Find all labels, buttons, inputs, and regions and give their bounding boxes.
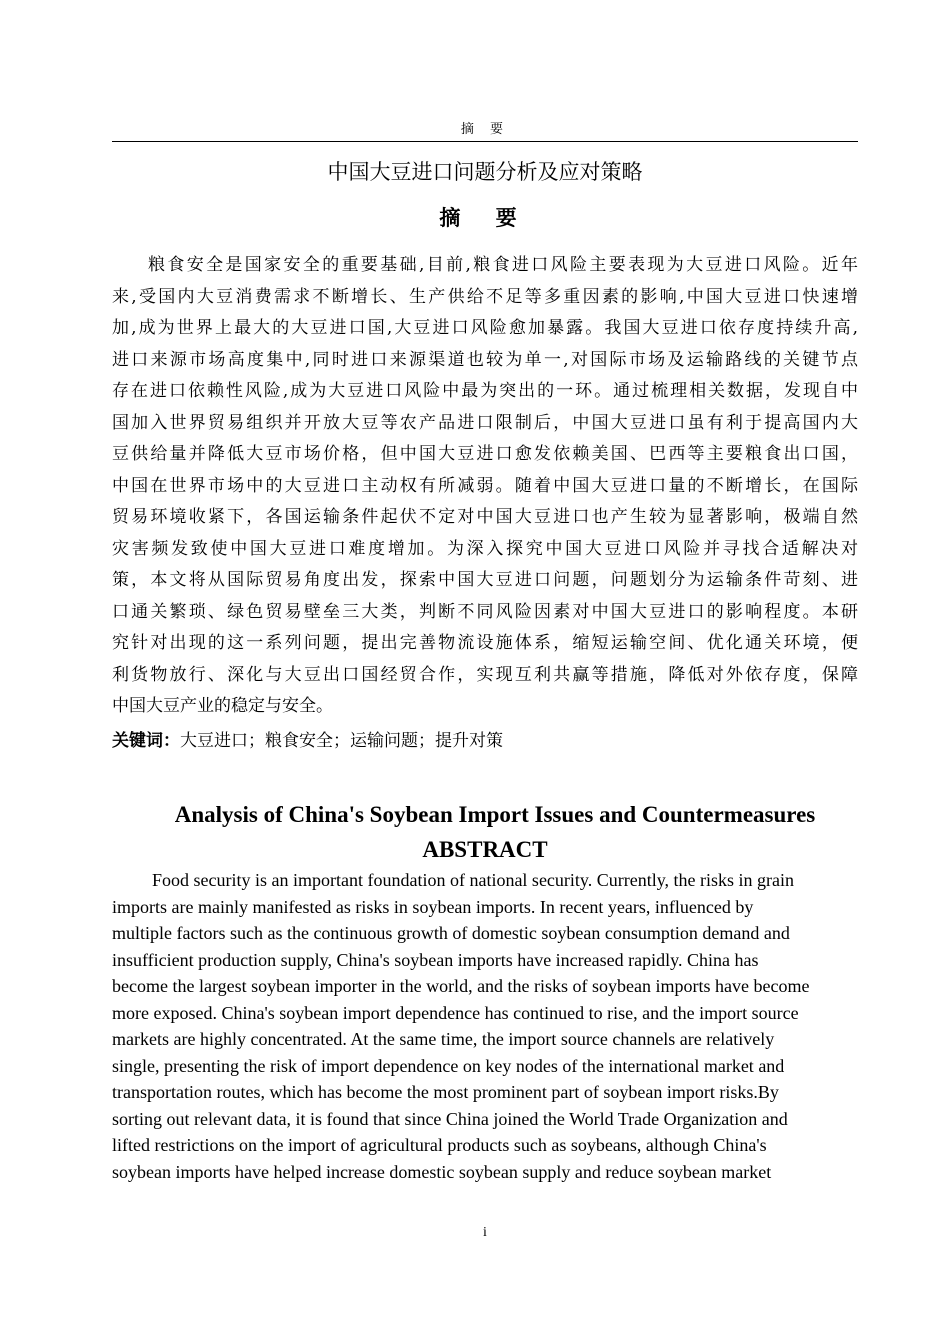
chinese-abstract-line: 灾害频发致使中国大豆进口难度增加。为深入探究中国大豆进口风险并寻找合适解决对 [112,538,858,559]
chinese-title: 中国大豆进口问题分析及应对策略 [327,160,643,184]
chinese-abstract-heading: 摘 要 [439,206,531,230]
keywords-label: 关键词： [112,731,180,751]
english-title: Analysis of China's Soybean Import Issues and Countermeasures [174,802,816,827]
chinese-abstract-line: 中国大豆产业的稳定与安全。 [112,696,333,716]
english-abstract-line: insufficient production supply, China's soybean imports have increased rapidly. China has [112,949,759,970]
chinese-abstract-line: 究针对出现的这一系列问题，提出完善物流设施体系，缩短运输空间、优化通关环境，便 [112,633,858,653]
running-header: 摘 要 [460,122,510,137]
english-abstract-line: become the largest soybean importer in the world, and the risks of soybean imports have become [112,976,810,996]
chinese-abstract-line: 存在进口依赖性风险,成为大豆进口风险中最为突出的一环。通过梳理相关数据，发现自中 [112,381,858,401]
chinese-abstract-line: 中国在世界市场中的大豆进口主动权有所减弱。随着中国大豆进口量的不断增长，在国际 [112,475,858,496]
english-abstract-line: single, presenting the risk of import dependence on key nodes of the international market and [112,1055,785,1076]
english-abstract-line: Food security is an important foundation of national security. Currently, the risks in grain [152,870,795,890]
english-abstract-line: imports are mainly manifested as risks in soybean imports. In recent years, influenced by [112,896,754,917]
english-abstract-heading: ABSTRACT [422,837,548,862]
english-abstract-line: sorting out relevant data, it is found that since China joined the World Trade Organization and [112,1108,788,1129]
chinese-abstract-line: 策，本文将从国际贸易角度出发，探索中国大豆进口问题，问题划分为运输条件苛刻、进 [112,570,858,590]
english-abstract-body [112,867,858,1185]
chinese-abstract-line: 加,成为世界上最大的大豆进口国,大豆进口风险愈加暴露。我国大豆进口依存度持续升高, [112,318,858,338]
chinese-keywords [112,726,858,757]
chinese-abstract-line: 豆供给量并降低大豆市场价格，但中国大豆进口愈发依赖美国、巴西等主要粮食出口国， [112,444,858,464]
english-abstract-line: transportation routes, which has become the most prominent part of soybean import risks.By [112,1082,779,1102]
chinese-abstract-body [112,250,858,723]
keywords-text: 大豆进口；粮食安全；运输问题；提升对策 [180,731,503,751]
page-number: i [483,1225,487,1240]
chinese-abstract-line: 粮食安全是国家安全的重要基础,目前,粮食进口风险主要表现为大豆进口风险。近年 [148,255,858,275]
english-abstract-line: multiple factors such as the continuous growth of domestic soybean consumption demand and [112,923,790,943]
english-abstract-line: markets are highly concentrated. At the same time, the import source channels are relatively [112,1029,775,1049]
english-abstract-line: lifted restrictions on the import of agricultural products such as soybeans, although China's [112,1135,767,1155]
english-abstract-line: soybean imports have helped increase domestic soybean supply and reduce soybean market [112,1161,772,1182]
chinese-abstract-line: 进口来源市场高度集中,同时进口来源渠道也较为单一,对国际市场及运输路线的关键节点 [112,349,858,370]
english-abstract-line: more exposed. China's soybean import dependence has continued to rise, and the import source [112,1002,799,1023]
chinese-abstract-line: 贸易环境收紧下，各国运输条件起伏不定对中国大豆进口也产生较为显著影响，极端自然 [112,507,858,527]
chinese-abstract-line: 来,受国内大豆消费需求不断增长、生产供给不足等多重因素的影响,中国大豆进口快速增 [112,286,858,307]
chinese-abstract-line: 利货物放行、深化与大豆出口国经贸合作，实现互利共赢等措施，降低对外依存度，保障 [112,664,858,685]
chinese-abstract-line: 口通关繁琐、绿色贸易壁垒三大类，判断不同风险因素对中国大豆进口的影响程度。本研 [112,601,858,622]
chinese-abstract-line: 国加入世界贸易组织并开放大豆等农产品进口限制后，中国大豆进口虽有利于提高国内大 [112,412,858,433]
header-rule [112,141,858,142]
